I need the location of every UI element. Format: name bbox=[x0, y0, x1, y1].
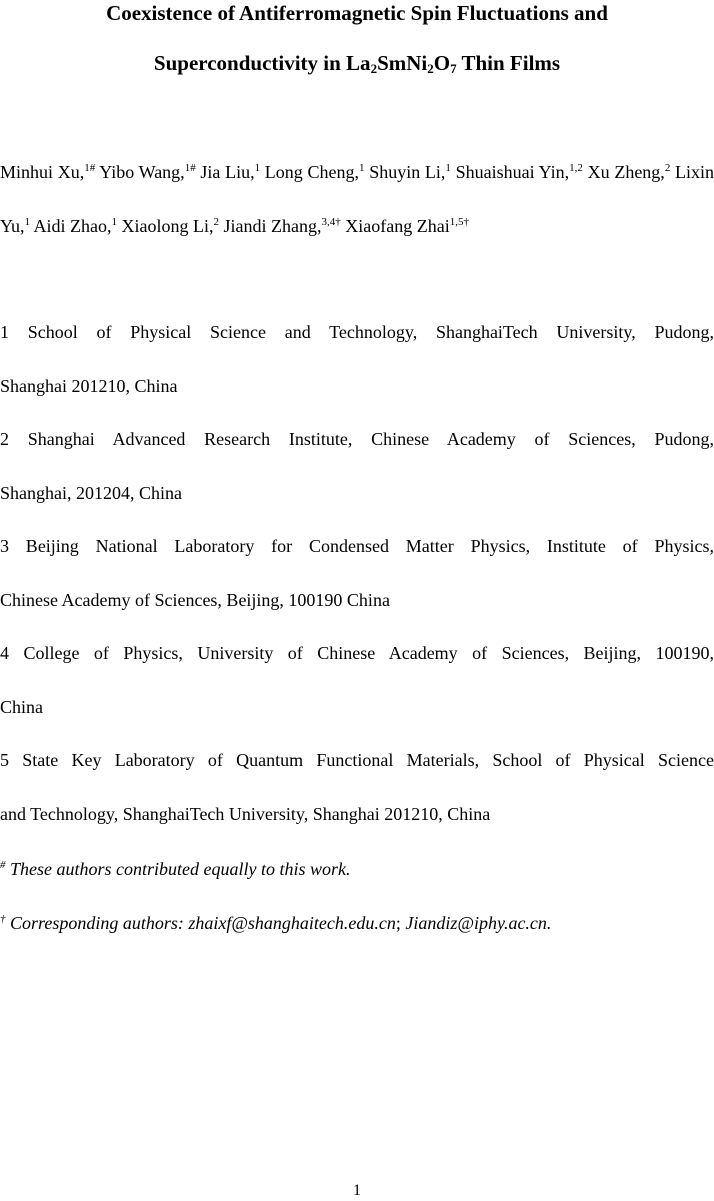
paper-title-line-1: Coexistence of Antiferromagnetic Spin Fluctuations and bbox=[106, 1, 608, 25]
author-affiliation-mark: 1 bbox=[254, 162, 261, 174]
affiliation-line: Shanghai 201210, China bbox=[0, 375, 178, 396]
author-affiliation-mark: 1# bbox=[184, 162, 196, 174]
author-affiliation-mark: 1 bbox=[445, 162, 451, 174]
author bbox=[456, 162, 583, 182]
affiliation-line: Shanghai, 201204, China bbox=[0, 482, 182, 503]
title-text-suffix: Thin Films bbox=[456, 51, 561, 75]
affiliation-line: Chinese Academy of Sciences, Beijing, 100190 China bbox=[0, 589, 390, 610]
corresponding-separator: ; bbox=[395, 913, 406, 933]
page-number: 1 bbox=[353, 1182, 361, 1199]
author-affiliation-mark: 3,4† bbox=[321, 216, 341, 228]
corresponding-mark: † bbox=[0, 913, 6, 925]
author bbox=[0, 162, 95, 182]
title-text-prefix: Superconductivity in La bbox=[153, 51, 371, 75]
affiliation-line: 4 College of Physics, University of Chinese Academy of Sciences, Beijing, 100190, bbox=[0, 643, 714, 663]
corresponding-end: . bbox=[546, 913, 552, 933]
author-name: Minhui Xu, bbox=[0, 162, 85, 182]
author bbox=[34, 216, 118, 236]
title-text-smni: SmNi bbox=[377, 51, 428, 75]
affiliation-2 bbox=[0, 413, 714, 520]
author bbox=[265, 162, 365, 182]
corresponding-authors-note bbox=[0, 910, 714, 936]
affiliation-line: and Technology, ShanghaiTech University, Shanghai 201210, China bbox=[0, 803, 491, 824]
author bbox=[345, 216, 469, 236]
title-subscript-ni: 2 bbox=[427, 61, 434, 76]
author bbox=[369, 162, 451, 182]
title-subscript-o: 7 bbox=[450, 61, 457, 76]
author-affiliation-mark: 1 bbox=[111, 216, 118, 228]
author-name: Long Cheng, bbox=[264, 162, 359, 182]
author bbox=[99, 162, 195, 182]
equal-contribution-note bbox=[0, 856, 714, 882]
author-name: Lixin Yu, bbox=[0, 162, 714, 236]
author-affiliation-mark: 1 bbox=[24, 216, 31, 228]
author-name: Yibo Wang, bbox=[99, 162, 185, 182]
author bbox=[224, 216, 341, 236]
affiliation-line: China bbox=[0, 696, 43, 717]
author-affiliation-mark: 2 bbox=[213, 216, 220, 228]
author-affiliation-mark: 1# bbox=[84, 162, 96, 174]
affiliation-1 bbox=[0, 306, 714, 413]
corresponding-text: Corresponding authors: zhaixf@shanghaitech.edu.cn bbox=[5, 913, 396, 933]
author-affiliation-mark: 1 bbox=[359, 162, 365, 174]
affiliation-5 bbox=[0, 734, 714, 841]
title-subscript-la: 2 bbox=[370, 61, 378, 76]
author-name: Jiandi Zhang, bbox=[223, 216, 322, 236]
affiliation-line: 3 Beijing National Laboratory for Condensed Matter Physics, Institute of Physics, bbox=[0, 536, 714, 556]
author-name: Shuyin Li, bbox=[369, 162, 446, 182]
author-name: Xiaolong Li, bbox=[121, 216, 214, 236]
author-list bbox=[0, 145, 714, 253]
equal-contribution-mark: # bbox=[0, 859, 6, 871]
author-name: Shuaishuai Yin, bbox=[455, 162, 570, 182]
author bbox=[200, 162, 260, 182]
paper-title-line-2 bbox=[0, 50, 714, 76]
affiliation-line: 2 Shanghai Advanced Research Institute, Chinese Academy of Sciences, Pudong, bbox=[0, 429, 714, 449]
affiliation-line: 1 School of Physical Science and Technology, ShanghaiTech University, Pudong, bbox=[0, 322, 714, 342]
affiliation-line: 5 State Key Laboratory of Quantum Functional Materials, School of Physical Science bbox=[0, 750, 714, 770]
author-name: Aidi Zhao, bbox=[33, 216, 112, 236]
affiliation-3 bbox=[0, 520, 714, 627]
equal-contribution-text: These authors contributed equally to this work. bbox=[5, 859, 351, 879]
author bbox=[588, 162, 671, 182]
author bbox=[122, 216, 220, 236]
author-name: Jia Liu, bbox=[200, 162, 255, 182]
author-affiliation-mark: 1,2 bbox=[569, 162, 583, 174]
title-text-o: O bbox=[433, 51, 451, 75]
affiliation-4 bbox=[0, 627, 714, 734]
author-name: Xiaofang Zhai bbox=[345, 216, 450, 236]
corresponding-email-2: Jiandiz@iphy.ac.cn bbox=[405, 913, 547, 933]
author-affiliation-mark: 1,5† bbox=[449, 216, 469, 228]
author-affiliation-mark: 2 bbox=[664, 162, 671, 174]
author-name: Xu Zheng, bbox=[587, 162, 665, 182]
